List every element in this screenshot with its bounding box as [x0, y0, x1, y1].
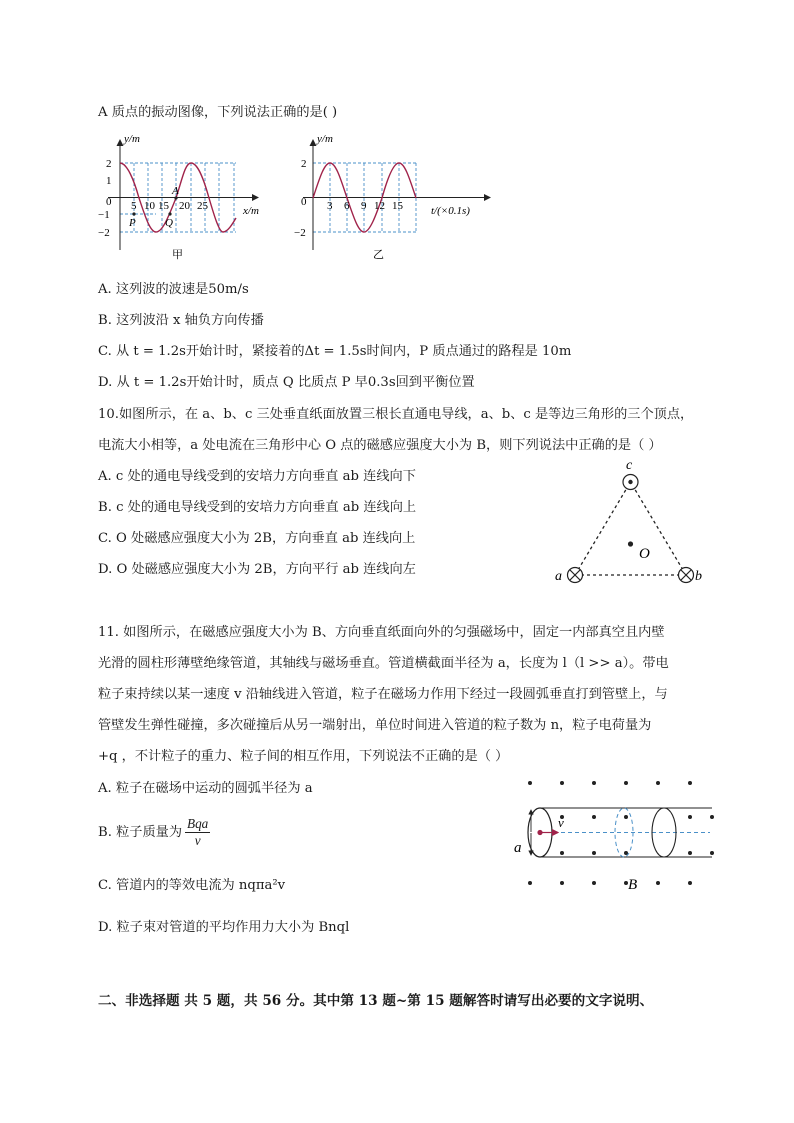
- y-axis-label-yi: y/m: [317, 133, 333, 145]
- y-tick: 2: [301, 158, 307, 170]
- q11-stem-line4: 管壁发生弹性碰撞，多次碰撞后从另一端射出，单位时间进入管道的粒子数为 n，粒子电荷量为: [98, 718, 652, 733]
- label-c: c: [626, 458, 633, 473]
- q9-figure: [98, 128, 498, 263]
- label-field-b: B: [628, 877, 638, 893]
- label-velocity-v: v: [558, 815, 564, 830]
- q11-stem-line1: 11. 如图所示，在磁感应强度大小为 B、方向垂直纸面向外的匀强磁场中，固定一内部真空且内壁: [98, 625, 665, 640]
- x-tick: 20: [179, 200, 190, 212]
- q10-option-b: B. c 处的通电导线受到的安培力方向垂直 ab 连线向上: [98, 500, 417, 515]
- q9-option-c: C. 从 t = 1.2s开始计时，紧接着的Δt = 1.5s时间内，P 质点通过的路程是 10m: [98, 344, 572, 359]
- x-tick: 25: [197, 200, 208, 212]
- x-tick: 6: [344, 200, 350, 212]
- q11-option-b-prefix: B. 粒子质量为: [98, 824, 183, 840]
- q9-option-a: A. 这列波的波速是50m/s: [98, 282, 249, 297]
- x-tick: 12: [374, 200, 385, 212]
- particle: [537, 830, 542, 835]
- caption-jia: 甲: [172, 249, 183, 261]
- q11-option-a: A. 粒子在磁场中运动的圆弧半径为 a: [98, 781, 313, 796]
- wire-a-in-icon: [568, 568, 583, 583]
- y-axis-label-jia: y/m: [124, 133, 140, 145]
- y-tick: −2: [294, 227, 306, 239]
- center-o-dot: [628, 541, 633, 546]
- x-tick: 5: [131, 200, 137, 212]
- point-p: [132, 212, 135, 215]
- q10-option-d: D. O 处磁感应强度大小为 2B，方向平行 ab 连线向左: [98, 562, 416, 577]
- x-axis-label-yi: t/(×0.1s): [431, 205, 470, 217]
- q9-stem: A 质点的振动图像，下列说法正确的是( ): [98, 105, 338, 120]
- q11-option-b: [98, 816, 210, 849]
- point-label: Q: [165, 217, 173, 229]
- y-tick: −1: [98, 209, 110, 221]
- q11-stem-line3: 粒子束持续以某一速度 v 沿轴线进入管道，粒子在磁场力作用下经过一段圆弧垂直打到管壁上，与: [98, 687, 668, 702]
- q9-option-b: B. 这列波沿 x 轴负方向传播: [98, 313, 264, 328]
- point-q: [168, 212, 171, 215]
- q11-option-c: C. 管道内的等效电流为 nqπa²v: [98, 878, 286, 893]
- x-axis-label-jia: x/m: [243, 205, 259, 217]
- caption-yi: 乙: [373, 249, 384, 261]
- x-tick: 3: [327, 200, 333, 212]
- fraction-denominator: v: [194, 833, 201, 848]
- x-tick: 9: [361, 200, 367, 212]
- wire-b-in-icon: [679, 568, 694, 583]
- q11-stem-line2: 光滑的圆柱形薄壁绝缘管道，其轴线与磁场垂直。管道横截面半径为 a，长度为 l（l >> a）。带电: [98, 656, 669, 671]
- q11-option-d: D. 粒子束对管道的平均作用力大小为 Bnql: [98, 920, 350, 935]
- q10-stem-line2: 电流大小相等，a 处电流在三角形中心 O 点的磁感应强度大小为 B，则下列说法中正确的是（ ）: [98, 438, 662, 453]
- y-tick: 1: [106, 175, 112, 187]
- graph-jia: [98, 133, 259, 261]
- q10-option-c: C. O 处磁感应强度大小为 2B，方向垂直 ab 连线向上: [98, 531, 416, 546]
- q11-tube-figure: [514, 775, 714, 895]
- q10-triangle-figure: [555, 455, 705, 590]
- label-o: O: [639, 546, 650, 562]
- point-label: A: [172, 185, 179, 197]
- label-b: b: [695, 569, 702, 584]
- y-tick: −2: [98, 227, 110, 239]
- q11-stem-line5: +q ，不计粒子的重力、粒子间的相互作用，下列说法不正确的是（ ）: [98, 749, 509, 764]
- wire-c-out-icon: [623, 475, 638, 490]
- point-label: P: [129, 217, 136, 229]
- x-tick: 15: [158, 200, 169, 212]
- x-tick: 10: [144, 200, 155, 212]
- y-tick: 0: [301, 196, 307, 208]
- q10-stem-line1: 10.如图所示，在 a、b、c 三处垂直纸面放置三根长直通电导线，a、b、c 是等边三角形的三个顶点，: [98, 407, 694, 422]
- fraction: [185, 816, 210, 849]
- x-tick: 15: [392, 200, 403, 212]
- q9-option-d: D. 从 t = 1.2s开始计时，质点 Q 比质点 P 早0.3s回到平衡位置: [98, 375, 475, 390]
- y-tick: 0: [106, 196, 112, 208]
- label-radius-a: a: [514, 840, 522, 856]
- fraction-numerator: Bqa: [187, 816, 209, 831]
- y-tick: 2: [106, 158, 112, 170]
- section-2-heading: 二、非选择题 共 5 题，共 56 分。其中第 13 题~第 15 题解答时请写出必要的文字说明、: [98, 993, 654, 1009]
- label-a: a: [555, 569, 562, 584]
- q10-option-a: A. c 处的通电导线受到的安培力方向垂直 ab 连线向下: [98, 469, 416, 484]
- graph-yi: [294, 133, 490, 261]
